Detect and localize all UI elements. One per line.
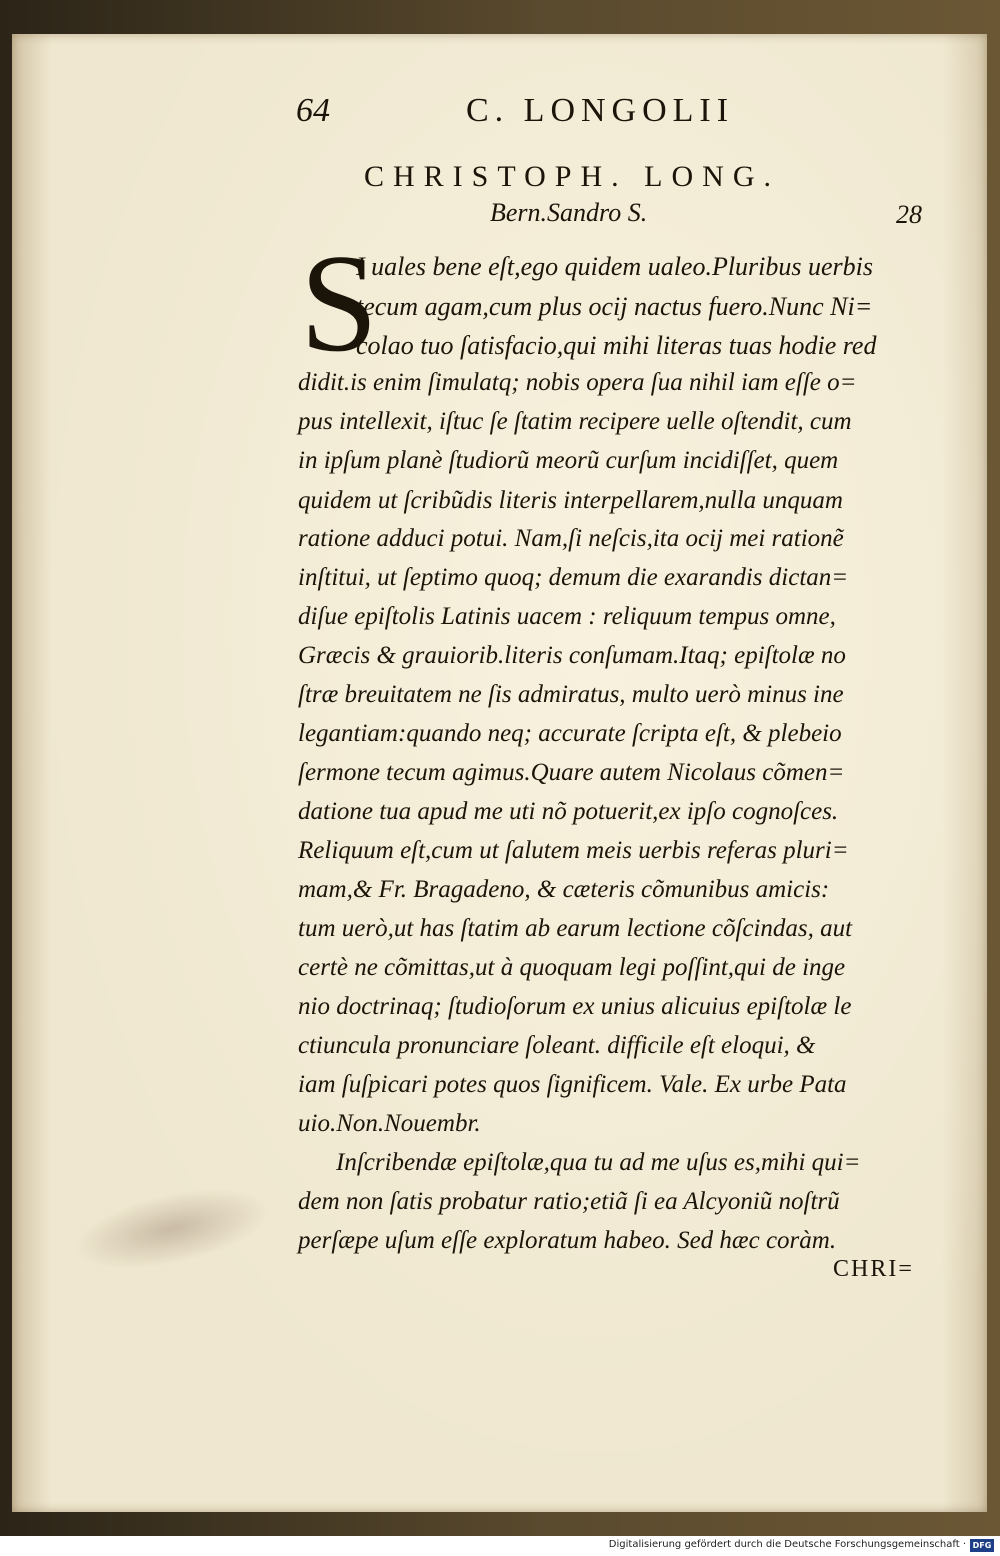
footer-bar [0,1536,1000,1556]
text-line: diſue epiſtolis Latinis uacem : reliquum tempus omne, [298,603,836,630]
text-line: uio.Non.Nouembr. [298,1110,481,1137]
text-line: ſermone tecum agimus.Quare autem Nicolaus cõmen= [298,759,845,786]
running-title: C. LONGOLII [466,92,735,129]
text-line: inſtitui, ut ſeptimo quoq; demum die exarandis dictan= [298,564,849,591]
folio-number: 28 [896,200,922,229]
text-line: Reliquum eſt,cum ut ſalutem meis uerbis referas pluri= [298,837,849,864]
text-line: Inſcribendæ epiſtolæ,qua tu ad me uſus es,mihi qui= [336,1149,861,1176]
text-line: tum uerò,ut has ſtatim ab earum lectione cõſcindas, aut [298,915,853,942]
paper-stain [67,1174,277,1284]
running-head [296,92,766,136]
text-line: colao tuo ſatisfacio,qui mihi literas tuas hodie red [356,331,877,360]
text-line: nio doctrinaq; ſtudioſorum ex unius alicuius epiſtolæ le [298,993,852,1020]
dfg-logo: DFG [970,1539,994,1552]
text-line: datione tua apud me uti nõ potuerit,ex ipſo cognoſces. [298,798,839,825]
funding-credit: Digitalisierung gefördert durch die Deutsche Forschungsgemeinschaft · [608,1539,966,1550]
text-line: ratione adduci potui. Nam,ſi neſcis,ita ocij mei rationẽ [298,525,844,552]
text-line: iam ſuſpicari potes quos ſignificem. Vale. Ex urbe Pata [298,1071,847,1098]
text-line: perſæpe uſum eſſe exploratum habeo. Sed hæc coràm. [298,1227,837,1254]
text-line: ſtræ breuitatem ne ſis admiratus, multo uerò minus ine [298,681,844,708]
text-line: quidem ut ſcribũdis literis interpellarem,nulla unquam [298,487,843,514]
catchword: CHRI= [833,1256,914,1282]
text-line: didit.is enim ſimulatq; nobis opera ſua nihil iam eſſe o= [298,369,857,396]
text-line: mam,& Fr. Bragadeno, & cæteris cõmunibus amicis: [298,876,830,903]
text-line: in ipſum planè ſtudiorũ meorũ curſum incidiſſet, quem [298,447,839,474]
page-number: 64 [296,92,330,129]
text-line: Græcis & grauiorib.literis conſumam.Itaq; epiſtolæ no [298,642,846,669]
drop-capital: S [300,226,378,381]
text-line: pus intellexit, iſtuc ſe ſtatim recipere uelle oſtendit, cum [298,408,852,435]
text-line: ctiuncula pronunciare ſoleant. difficile eſt eloqui, & [298,1032,816,1059]
text-line: certè ne cõmittas,ut à quoquam legi poſſint,qui de inge [298,954,846,981]
text-line: dem non ſatis probatur ratio;etiã ſi ea Alcyoniũ noſtrũ [298,1188,840,1215]
text-line: legantiam:quando neq; accurate ſcripta eſt, & plebeio [298,720,842,747]
letter-addressee: Bern.Sandro S. [490,198,648,227]
letter-heading: CHRISTOPH. LONG. [364,160,780,193]
text-line: tecum agam,cum plus ocij nactus fuero.Nunc Ni= [356,292,873,321]
text-line: I uales bene eſt,ego quidem ualeo.Pluribus uerbis [356,252,874,281]
